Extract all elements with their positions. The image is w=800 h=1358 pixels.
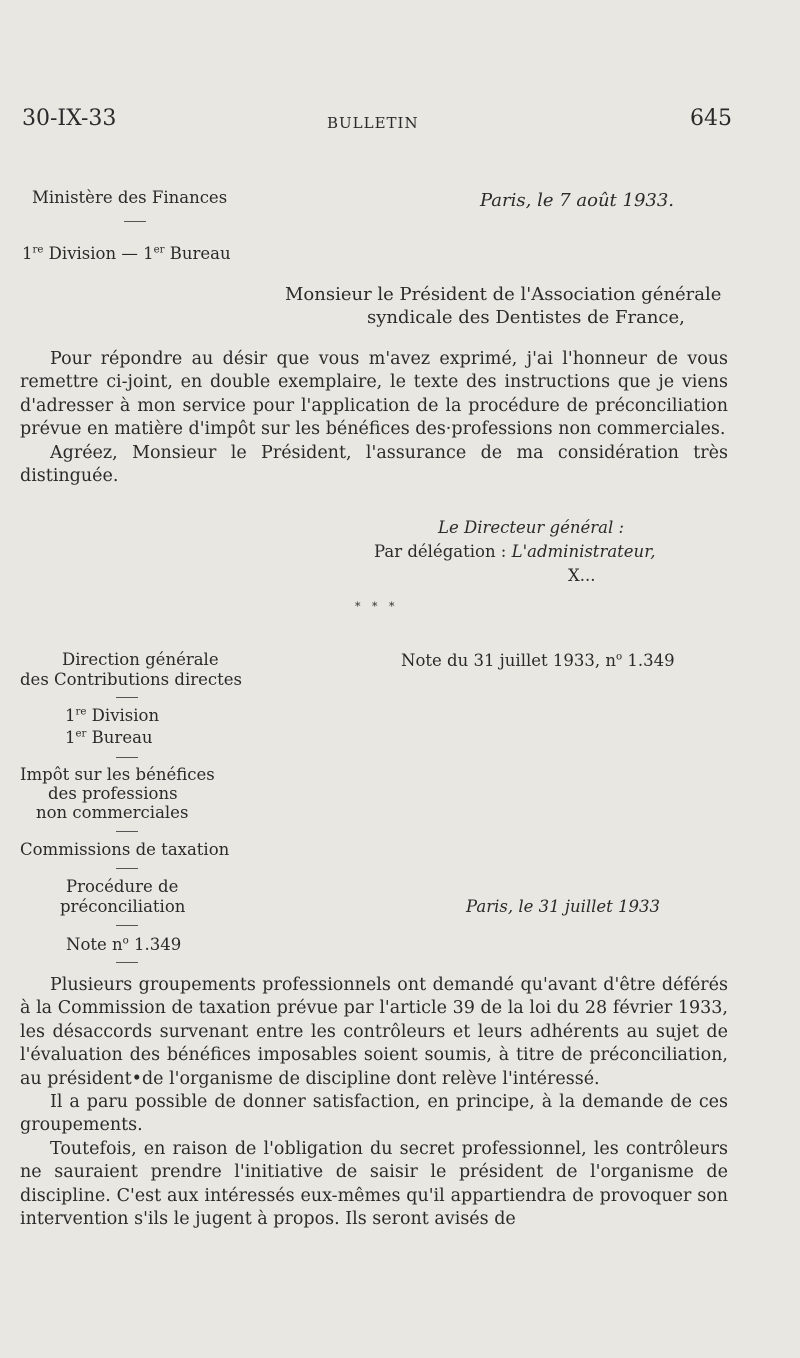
page-number: 645 — [690, 106, 732, 131]
divider — [116, 757, 138, 758]
sidebar-contributions: des Contributions directes — [20, 670, 242, 689]
sidebar-division: 1re Division — [65, 706, 160, 725]
sidebar-commissions: Commissions de taxation — [20, 840, 230, 859]
sender-ministry: Ministère des Finances — [32, 188, 228, 207]
signature-name: X... — [568, 566, 596, 585]
sidebar-tax-line-3: non commerciales — [36, 803, 189, 822]
sidebar-procedure-line-1: Procédure de — [66, 877, 179, 896]
letter-body — [20, 348, 728, 488]
signature-title: Le Directeur général : — [438, 518, 625, 537]
note-reference: Note du 31 juillet 1933, $n^o$ 1.349 — [401, 651, 675, 670]
sender-division: 1re Division — 1er Bureau — [22, 244, 231, 263]
note-body — [20, 974, 728, 1231]
letter-paragraph: Agréez, Monsieur le Président, l'assurance de ma considération très distinguée. — [20, 442, 728, 487]
header-date: 30-IX-33 — [22, 106, 117, 131]
sidebar-procedure-line-2: préconciliation — [60, 897, 186, 916]
section-separator: * * * — [355, 600, 399, 613]
divider — [116, 831, 138, 832]
note-place-date: Paris, le 31 juillet 1933 — [466, 897, 661, 916]
letter-place-date: Paris, le 7 août 1933. — [480, 190, 675, 211]
note-paragraph: Il a paru possible de donner satisfaction, en principe, à la demande de ces groupements. — [20, 1092, 728, 1136]
divider — [116, 697, 138, 698]
recipient-line-1: Monsieur le Président de l'Association générale — [285, 284, 722, 305]
sidebar-tax-line-1: Impôt sur les bénéfices — [20, 765, 215, 784]
note-paragraph: Toutefois, en raison de l'obligation du secret professionnel, les contrôleurs ne sauraient prendre l'initiative de saisir le président de l'organisme de discipline. C'est aux intéressés eux-mêmes qu'il appartiendra de provoquer son intervention s'ils le jugent à propos. Ils seront avisés de — [20, 1138, 728, 1230]
signature-delegation: Par délégation : L'administrateur, — [374, 542, 656, 561]
divider — [116, 925, 138, 926]
letter-paragraph: Pour répondre au désir que vous m'avez exprimé, j'ai l'honneur de vous remettre ci-joint, en double exemplaire, le texte des instructions que je viens d'adresser à mon service pour l'application de la procédure de préconciliation prévue en matière d'impôt sur les bénéfices des·professions non commerciales. — [20, 349, 728, 440]
note-paragraph: Plusieurs groupements professionnels ont demandé qu'avant d'être déférés à la Commission de taxation prévue par l'article 39 de la loi du 28 février 1933, les désaccords survenant entre les contrôleurs et leurs adhérents au sujet de l'évaluation des bénéfices imposables soient soumis, à titre de préconciliation, au président•de l'organisme de discipline dont relève l'intéressé. — [20, 975, 728, 1089]
recipient-line-2: syndicale des Dentistes de France, — [367, 307, 685, 328]
divider — [124, 221, 146, 222]
sidebar-note-number: Note $n^o$ 1.349 — [66, 935, 182, 954]
sidebar-direction: Direction générale — [62, 650, 219, 669]
sidebar-bureau: 1er Bureau — [65, 728, 153, 747]
divider — [116, 962, 138, 963]
sidebar-tax-line-2: des professions — [48, 784, 178, 803]
divider — [116, 868, 138, 869]
header-title: BULLETIN — [327, 114, 419, 132]
